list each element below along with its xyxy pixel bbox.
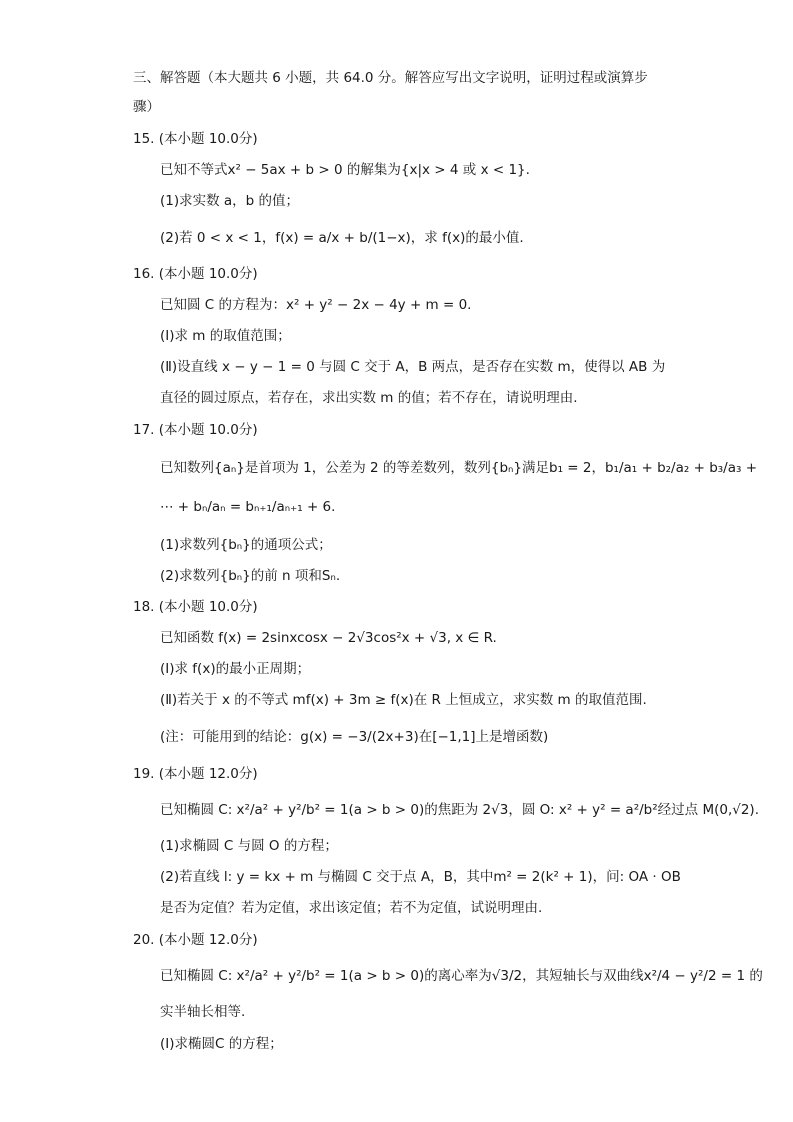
problem-18-part-2: (Ⅱ)若关于 x 的不等式 mf(x) + 3m ≥ f(x)在 R 上恒成立，求实数 m 的取值范围. (160, 692, 647, 708)
problem-20-stem-line2: 实半轴长相等. (160, 1004, 246, 1020)
problem-17-part-2: (2)求数列{bₙ}的前 n 项和Sₙ. (160, 568, 341, 584)
problem-score: (本小题 10.0分) (158, 131, 258, 147)
problem-17-stem-line1: 已知数列{aₙ}是首项为 1，公差为 2 的等差数列，数列{bₙ}满足b₁ = 2，b₁/a₁ + b₂/a₂ + b₃/a₃ + (160, 460, 758, 476)
problem-19-part-2: (2)若直线 l: y = kx + m 与椭圆 C 交于点 A，B，其中m² = 2(k² + 1)，问: OA · OB (160, 869, 681, 885)
problem-number: 19. (133, 766, 155, 782)
problem-score: (本小题 12.0分) (158, 932, 258, 948)
problem-16-part-2: (Ⅱ)设直线 x − y − 1 = 0 与圆 C 交于 A，B 两点，是否存在实数 m，使得以 AB 为 (160, 359, 666, 375)
problem-15-part-1: (1)求实数 a，b 的值； (160, 193, 300, 209)
problem-18-header (133, 597, 793, 617)
problem-15-header (133, 129, 793, 149)
problem-19-part-2-cont: 是否为定值？若为定值，求出该定值；若不为定值，试说明理由. (160, 900, 543, 916)
problem-18-note: (注：可能用到的结论：g(x) = −3/(2x+3)在[−1,1]上是增函数) (160, 729, 549, 745)
problem-19-stem: 已知椭圆 C: x²/a² + y²/b² = 1(a > b > 0)的焦距为 2√3，圆 O: x² + y² = a²/b²经过点 M(0,√2). (160, 802, 759, 818)
problem-17-part-1: (1)求数列{bₙ}的通项公式； (160, 537, 332, 553)
problem-number: 16. (133, 266, 155, 282)
problem-number: 20. (133, 932, 155, 948)
problem-score: (本小题 12.0分) (158, 766, 258, 782)
problem-19-header (133, 764, 793, 784)
problem-score: (本小题 10.0分) (158, 599, 258, 615)
problem-score: (本小题 10.0分) (158, 422, 258, 438)
problem-16-part-1: (Ⅰ)求 m 的取值范围； (160, 328, 291, 344)
problem-18-stem: 已知函数 f(x) = 2sinxcosx − 2√3cos²x + √3, x ∈ R. (160, 630, 497, 646)
problem-16-part-2-cont: 直径的圆过原点，若存在，求出实数 m 的值；若不存在，请说明理由. (160, 390, 578, 406)
problem-17-stem-line2: ⋯ + bₙ/aₙ = bₙ₊₁/aₙ₊₁ + 6. (160, 499, 336, 515)
problem-19-part-1: (1)求椭圆 C 与圆 O 的方程； (160, 838, 338, 854)
problem-score: (本小题 10.0分) (158, 266, 258, 282)
problem-16-header (133, 264, 793, 284)
section-title-line1: 三、解答题（本大题共 6 小题，共 64.0 分。解答应写出文字说明，证明过程或演算步 (133, 70, 648, 86)
problem-20-part-1: (Ⅰ)求椭圆C 的方程； (160, 1036, 283, 1052)
problem-20-header (133, 930, 793, 950)
problem-number: 18. (133, 599, 155, 615)
problem-15-stem: 已知不等式x² − 5ax + b > 0 的解集为{x|x > 4 或 x < 1}. (160, 162, 530, 178)
problem-number: 15. (133, 131, 155, 147)
problem-20-stem-line1: 已知椭圆 C: x²/a² + y²/b² = 1(a > b > 0)的离心率为√3/2，其短轴长与双曲线x²/4 − y²/2 = 1 的 (160, 968, 763, 984)
problem-17-header (133, 420, 793, 440)
problem-16-stem: 已知圆 C 的方程为：x² + y² − 2x − 4y + m = 0. (160, 297, 472, 313)
problem-number: 17. (133, 422, 155, 438)
section-title-line2: 骤） (133, 99, 160, 115)
problem-15-part-2: (2)若 0 < x < 1，f(x) = a/x + b/(1−x)，求 f(x)的最小值. (160, 230, 524, 246)
problem-18-part-1: (Ⅰ)求 f(x)的最小正周期； (160, 661, 311, 677)
